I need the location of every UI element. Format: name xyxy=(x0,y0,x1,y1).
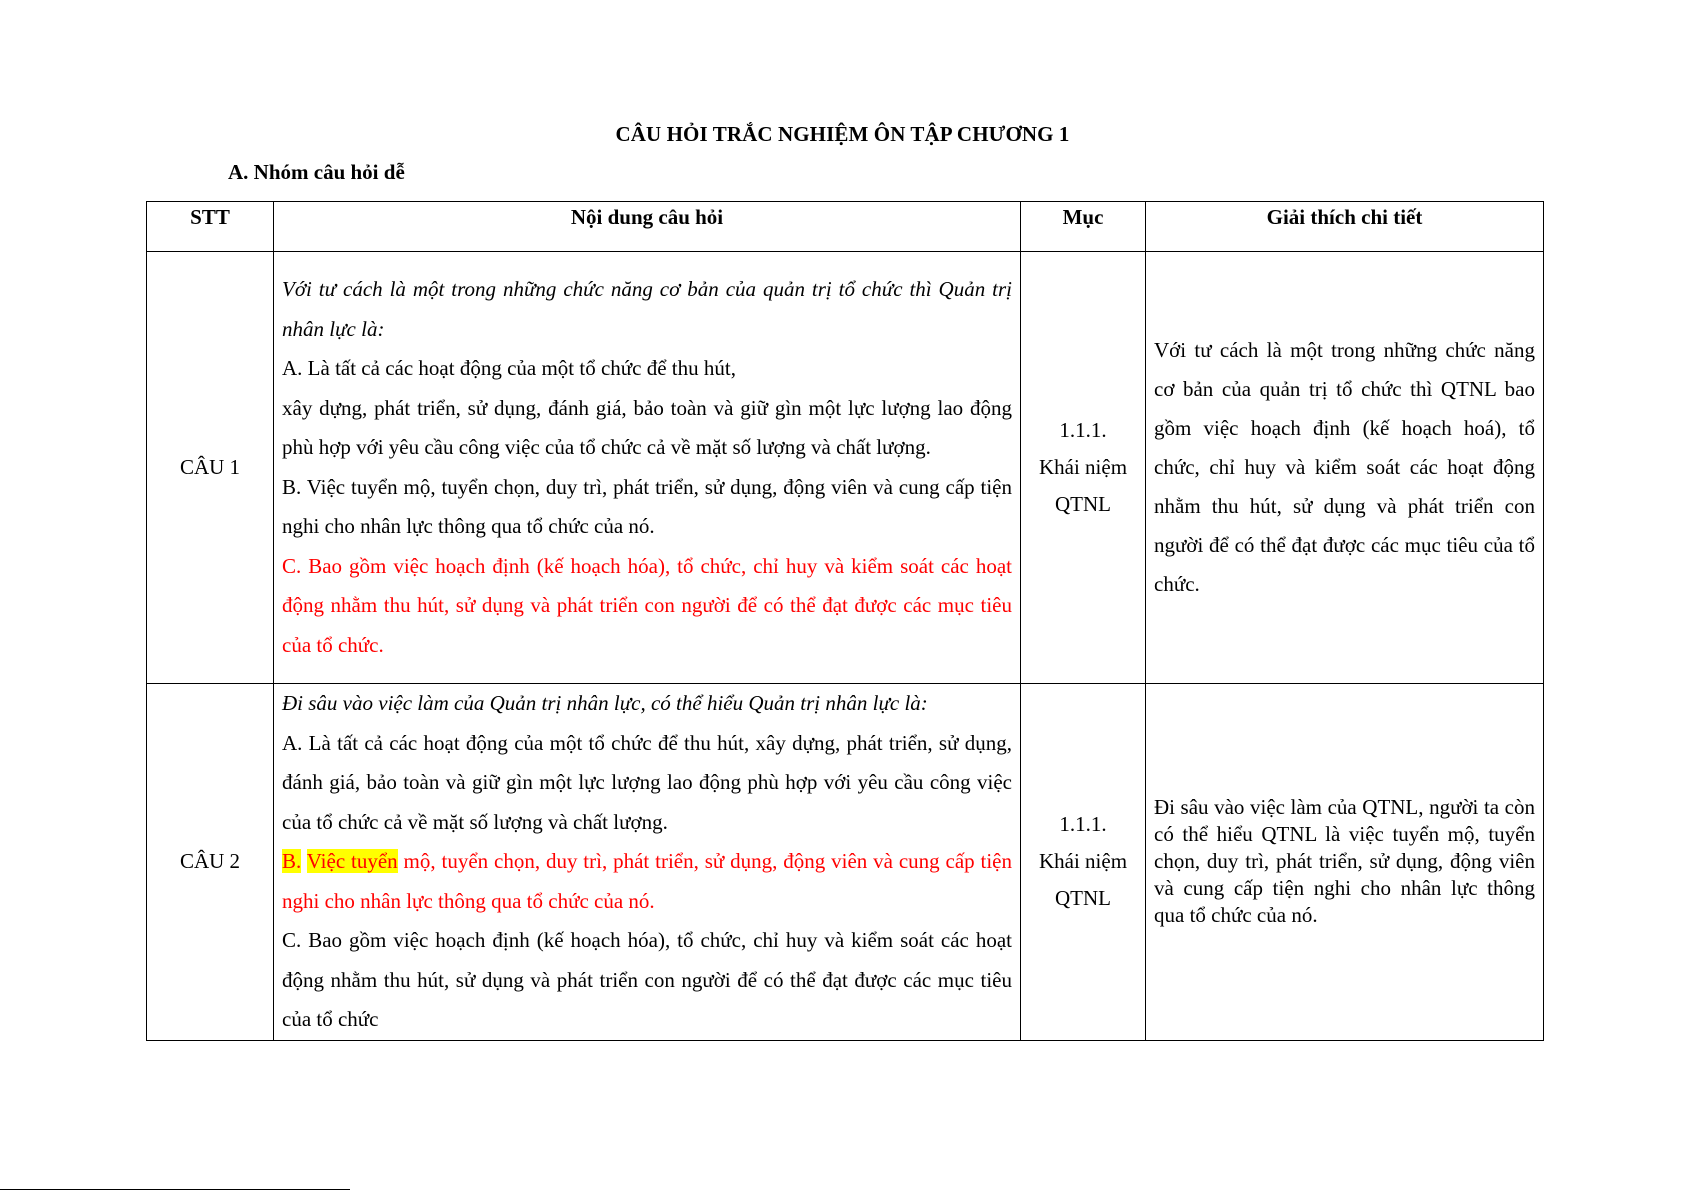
question-text: Đi sâu vào việc làm của Quản trị nhân lực, có thể hiểu Quản trị nhân lực là: xyxy=(282,691,928,715)
option-c: C. Bao gồm việc hoạch định (kế hoạch hóa), tổ chức, chỉ huy và kiểm soát các hoạt động nhằm thu hút, sử dụng và phát triển con người để có thể đạt được các mục tiêu của tổ chức xyxy=(282,928,1012,1031)
table-row xyxy=(147,252,1544,684)
section-number: 1.1.1. xyxy=(1059,812,1107,837)
section-reference xyxy=(1021,684,1146,1041)
page-title: CÂU HỎI TRẮC NGHIỆM ÔN TẬP CHƯƠNG 1 xyxy=(615,122,1070,146)
question-content xyxy=(274,684,1021,1041)
section-reference xyxy=(1021,252,1146,684)
question-content xyxy=(274,252,1021,684)
header-question-content: Nội dung câu hỏi xyxy=(274,202,1021,252)
question-number: CÂU 1 xyxy=(147,252,274,684)
option-b: B. Việc tuyển mộ, tuyển chọn, duy trì, phát triển, sử dụng, động viên và cung cấp tiện nghi cho nhân lực thông qua tổ chức của nó. xyxy=(282,474,1012,538)
header-section: Mục xyxy=(1021,202,1146,252)
footer-rule xyxy=(0,1189,350,1190)
section-label: Khái niệm QTNL xyxy=(1038,849,1128,911)
header-explanation: Giải thích chi tiết xyxy=(1146,202,1544,252)
option-a: A. Là tất cả các hoạt động của một tổ chức để thu hút, xây dựng, phát triển, sử dụng, đánh giá, bảo toàn và giữ gìn một lực lượng lao động phù hợp với yêu cầu công việc của tổ chức cả về mặt số lượng và chất lượng. xyxy=(282,730,1012,834)
option-b-correct xyxy=(282,842,1012,921)
option-b-highlight: Việc tuyển xyxy=(306,849,398,873)
explanation: Với tư cách là một trong những chức năng cơ bản của quản trị tổ chức thì QTNL bao gồm việc hoạch định (kế hoạch hoá), tổ chức, chỉ huy và kiểm soát các hoạt động nhằm thu hút, sử dụng và phát triển con người để có thể đạt được các mục tiêu của tổ chức. xyxy=(1146,252,1544,684)
table-row xyxy=(147,684,1544,1041)
question-text: Với tư cách là một trong những chức năng cơ bản của quản trị tổ chức thì Quản trị nhân lực là: xyxy=(282,277,1012,341)
question-number: CÂU 2 xyxy=(147,684,274,1041)
section-label: Khái niệm QTNL xyxy=(1038,455,1128,516)
option-a: A. Là tất cả các hoạt động của một tổ chức để thu hút, xyxy=(282,356,736,380)
option-b-letter: B. xyxy=(282,849,302,873)
option-a-continued: xây dựng, phát triển, sử dụng, đánh giá, bảo toàn và giữ gìn một lực lượng lao động phù hợp với yêu cầu công việc của tổ chức cả về mặt số lượng và chất lượng. xyxy=(282,395,1012,459)
section-heading: A. Nhóm câu hỏi dễ xyxy=(228,160,405,184)
question-table xyxy=(146,201,1544,1041)
header-stt: STT xyxy=(147,202,274,252)
table-header-row xyxy=(147,202,1544,252)
option-b-rest: mộ, tuyển chọn, duy trì, phát triển, sử dụng, động viên và cung cấp tiện nghi cho nhân lực thông qua tổ chức của nó. xyxy=(282,849,1013,913)
option-c-correct: C. Bao gồm việc hoạch định (kế hoạch hóa), tổ chức, chỉ huy và kiểm soát các hoạt động nhằm thu hút, sử dụng và phát triển con người để có thể đạt được các mục tiêu của tổ chức. xyxy=(282,553,1012,657)
explanation: Đi sâu vào việc làm của QTNL, người ta còn có thể hiểu QTNL là việc tuyển mộ, tuyển chọn, duy trì, phát triển, sử dụng, động viên và cung cấp tiện nghi cho nhân lực thông qua tổ chức của nó. xyxy=(1146,684,1544,1041)
section-number: 1.1.1. xyxy=(1059,418,1107,442)
